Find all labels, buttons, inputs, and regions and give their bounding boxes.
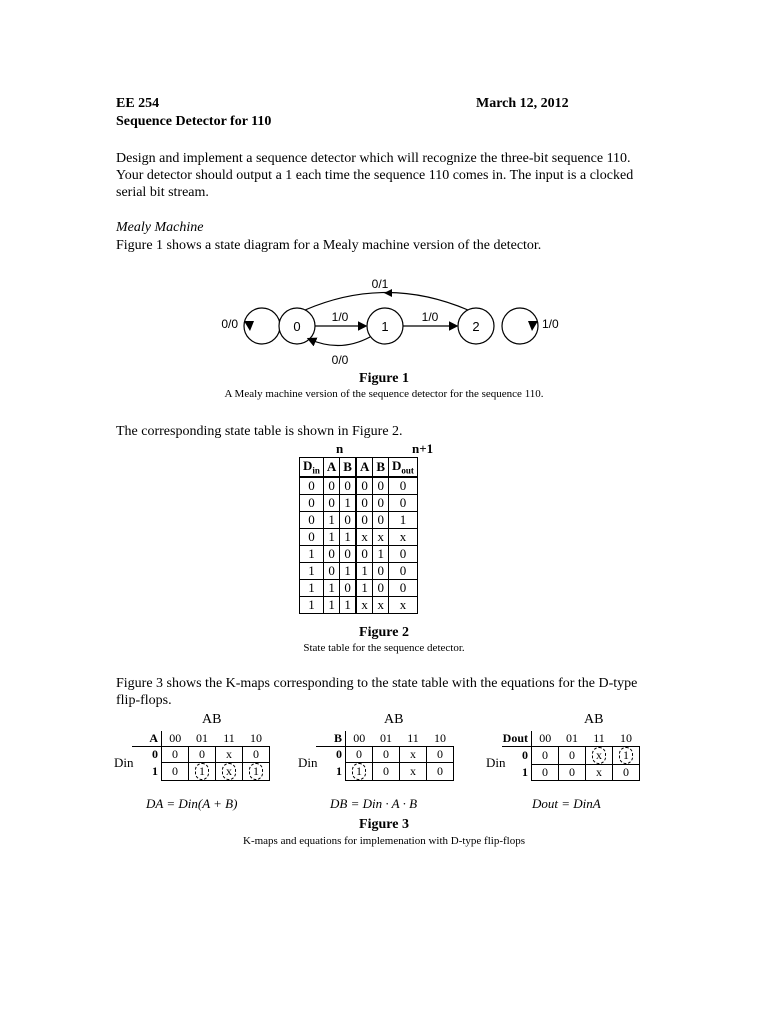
header-din: $D_{in}$ (300, 458, 324, 477)
header-a-n: A (323, 458, 339, 477)
t12-label: 1/0 (421, 310, 439, 324)
group-n-label: n (336, 441, 344, 456)
header-b-n: B (340, 458, 356, 477)
figure1-caption: A Mealy machine version of the sequence detector for the sequence 110. (224, 388, 544, 400)
kmap-dout: Dout 00 01 11 10 0 0 0 x 1 1 0 0 x 0 (502, 731, 640, 781)
kmap-a: A 00 01 11 10 0 0 0 x 0 1 0 1 x 1 (132, 731, 270, 781)
kmap-b-ab-label: AB (384, 712, 404, 727)
table-row: 1 0 1 1 0 0 (300, 562, 418, 579)
figure2-caption: State table for the sequence detector. (303, 642, 465, 654)
kmap-dout-ab-label: AB (584, 712, 604, 727)
mealy-text: Figure 1 shows a state diagram for a Mealy machine version of the detector. (116, 238, 542, 253)
table-row: 0 0 1 0 0 0 (300, 494, 418, 511)
kmaps-intro: Figure 3 shows the K-maps corresponding to the state table with the equations for the D-type flip-flops. (116, 676, 638, 708)
state-table (299, 457, 418, 614)
transition-2-to-0 (305, 293, 468, 311)
kmap-a-ab-label: AB (202, 712, 222, 727)
state-0-label: 0 (293, 319, 301, 334)
state-1-label: 1 (381, 319, 389, 334)
kmap-b: B 00 01 11 10 0 0 0 x 0 1 1 0 x 0 (316, 731, 454, 781)
kmap-b-equation: DB = Din · A · B (330, 796, 418, 811)
state-diagram (210, 265, 570, 370)
group-n1-label: n+1 (412, 441, 434, 456)
kmap-dout-equation: Dout = DinA (532, 796, 601, 811)
table-row: 1 1 0 1 0 0 (300, 579, 418, 596)
header-b-n1: B (373, 458, 389, 477)
kmap-dout-row-label: Din (486, 755, 506, 770)
figure2-title: Figure 2 (359, 625, 409, 640)
document-title: Sequence Detector for 110 (116, 114, 272, 129)
header-dout: $D_{out}$ (389, 458, 418, 477)
kmap-b-row-label: Din (298, 755, 318, 770)
transition-1-to-0 (309, 337, 370, 346)
self0-arrowhead (244, 321, 254, 331)
header-a-n1: A (356, 458, 373, 477)
table-row: 1 1 1 x x x (300, 596, 418, 613)
t10-label: 0/0 (331, 353, 349, 367)
course-label: EE 254 (116, 96, 160, 111)
self-loop-2-label: 1/0 (542, 317, 559, 331)
table-row: 1 0 0 0 1 0 (300, 545, 418, 562)
kmap-a-row-label: Din (114, 755, 134, 770)
state-table-intro: The corresponding state table is shown in Figure 2. (116, 424, 403, 439)
figure3-title: Figure 3 (359, 817, 409, 832)
state-2-label: 2 (472, 319, 480, 334)
date-label: March 12, 2012 (476, 96, 569, 111)
self-loop-0-label: 0/0 (221, 317, 238, 331)
figure3-caption: K-maps and equations for implemenation with D-type flip-flops (243, 835, 525, 847)
kmap-b-corner: B (316, 731, 346, 747)
figure1-title: Figure 1 (359, 371, 409, 386)
top-arc-label: 0/1 (371, 277, 389, 291)
kmap-dout-corner: Dout (502, 731, 532, 747)
t01-label: 1/0 (331, 310, 349, 324)
table-row: 0 1 0 0 0 1 (300, 511, 418, 528)
kmap-a-corner: A (132, 731, 162, 747)
table-row: 0 1 1 x x x (300, 528, 418, 545)
self2-arrowhead (528, 321, 538, 331)
state-table-header (300, 458, 418, 477)
table-row: 0 0 0 0 0 0 (300, 477, 418, 495)
intro-paragraph: Design and implement a sequence detector which will recognize the three-bit sequence 110. Your detector should output a 1 each time the sequence 110 comes in. The input is a clocked serial bit stream. (116, 151, 634, 200)
mealy-heading: Mealy Machine (116, 220, 204, 235)
kmap-a-equation: DA = Din(A + B) (146, 796, 238, 811)
